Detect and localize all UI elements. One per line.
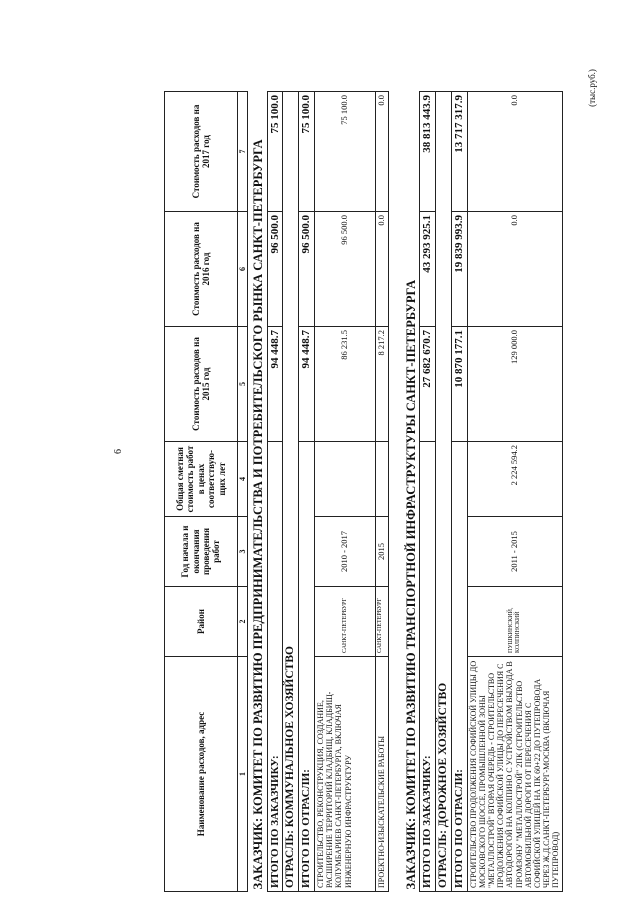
row-2015: 129 000.0 bbox=[467, 327, 562, 442]
row-2015: 8 217.2 bbox=[376, 327, 389, 442]
row-2016: 96 500.0 bbox=[315, 212, 376, 327]
row-district: САНКТ-ПЕТЕРБУРГ bbox=[376, 587, 389, 657]
customer-title: ЗАКАЗЧИК: КОМИТЕТ ПО РАЗВИТИЮ ТРАНСПОРТНОЙ ИНФРАСТРУКТУРЫ САНКТ-ПЕТЕРБУРГА bbox=[403, 279, 418, 890]
col-number: 5 bbox=[238, 327, 248, 442]
page-number: 6 bbox=[113, 449, 124, 454]
col-number: 6 bbox=[238, 212, 248, 327]
total-2016: 43 293 925.1 bbox=[420, 212, 436, 327]
branch-heading bbox=[283, 92, 299, 892]
table-row bbox=[467, 92, 562, 892]
row-name: СТРОИТЕЛЬСТВО, РЕКОНСТРУКЦИЯ, СОЗДАНИЕ, РАСШИРЕНИЕ ТЕРРИТОРИЙ КЛАДБИЩ, КЛАДБИЩ-КОЛУМБАРИЕВ САНКТ-ПЕТЕРБУРГА, ВКЛЮЧАЯ ИНЖЕНЕРНУЮ ИНФРАСТРУКТУРУ bbox=[315, 657, 376, 892]
row-2016: 0.0 bbox=[376, 212, 389, 327]
row-name: СТРОИТЕЛЬСТВО ПРОДОЛЖЕНИЯ СОФИЙСКОЙ УЛИЦЫ ДО МОСКОВСКОГО ШОССЕ, ПРОМЫШЛЕННОЙ ЗОНЫ "МЕТАЛЛОСТРОЙ" ВТОРАЯ ОЧЕРЕДЬ - СТРОИТЕЛЬСТВО ПРОДОЛЖЕНИЯ СОФИЙСКОЙ УЛИЦЫ ДО ПЕРЕСЕЧЕНИЯ С АВТОДОРОГОЙ НА КОЛПИНО С УСТРОЙСТВОМ ВЫХОДА В ПРОМЗОНУ "МЕТАЛЛОСТРОЙ" 2ПК (СТРОИТЕЛЬСТВО АВТОМОБИЛЬНОЙ ДОРОГИ ОТ ПЕРЕСЕЧЕНИЯ С СОФИЙСКОЙ УЛИЦЕЙ НА ПК 60+22 ДО ПУТЕПРОВОДА ЧЕРЕЗ Ж.Д.САНКТ-ПЕТЕРБУРГ-МОСКВА (ВКЛЮЧАЯ ПУТЕПРОВОД) bbox=[467, 657, 562, 892]
total-label: ИТОГО ПО ЗАКАЗЧИКУ: bbox=[420, 442, 436, 892]
branch-heading bbox=[435, 92, 451, 892]
customer-total-row bbox=[420, 92, 436, 892]
branch-total-2017: 75 100.0 bbox=[299, 92, 315, 212]
total-2017: 38 813 443.9 bbox=[420, 92, 436, 212]
col-number: 3 bbox=[238, 517, 248, 587]
col-number: 4 bbox=[238, 442, 248, 517]
spacer-cell bbox=[388, 92, 401, 892]
total-2016: 96 500.0 bbox=[267, 212, 283, 327]
row-district: ПУШКИНСКИЙ, КОЛПИНСКИЙ bbox=[467, 587, 562, 657]
row-years: 2011 - 2015 bbox=[467, 517, 562, 587]
branch-total-row bbox=[452, 92, 468, 892]
branch-total-label: ИТОГО ПО ОТРАСЛИ: bbox=[299, 442, 315, 892]
col-number: 2 bbox=[238, 587, 248, 657]
branch-total-2016: 96 500.0 bbox=[299, 212, 315, 327]
customer-heading bbox=[401, 92, 420, 892]
row-2016: 0.0 bbox=[467, 212, 562, 327]
row-estimate bbox=[376, 442, 389, 517]
header-cost-2015: Стоимость расходов на 2015 год bbox=[165, 327, 238, 442]
branch-title: ОТРАСЛЬ: КОММУНАЛЬНОЕ ХОЗЯЙСТВО bbox=[283, 92, 299, 892]
table-row bbox=[315, 92, 376, 892]
col-number: 1 bbox=[238, 657, 248, 892]
row-years: 2010 - 2017 bbox=[315, 517, 376, 587]
branch-total-label: ИТОГО ПО ОТРАСЛИ: bbox=[452, 442, 468, 892]
row-estimate bbox=[315, 442, 376, 517]
branch-total-row bbox=[299, 92, 315, 892]
header-row bbox=[165, 92, 238, 892]
row-district: САНКТ-ПЕТЕРБУРГ bbox=[315, 587, 376, 657]
header-name: Наименование расходов, адрес bbox=[165, 657, 238, 892]
branch-total-2017: 13 717 317.9 bbox=[452, 92, 468, 212]
row-2015: 86 231.5 bbox=[315, 327, 376, 442]
budget-table-sheet bbox=[164, 92, 624, 892]
row-years: 2015 bbox=[376, 517, 389, 587]
row-estimate: 2 224 594.2 bbox=[467, 442, 562, 517]
row-name: ПРОЕКТНО-ИЗЫСКАТЕЛЬСКИЕ РАБОТЫ bbox=[376, 657, 389, 892]
branch-title: ОТРАСЛЬ: ДОРОЖНОЕ ХОЗЯЙСТВО bbox=[435, 92, 451, 892]
total-2015: 27 682 670.7 bbox=[420, 327, 436, 442]
units-label: (тыс.руб.) bbox=[587, 69, 597, 107]
row-2017: 75 100.0 bbox=[315, 92, 376, 212]
branch-total-2015: 94 448.7 bbox=[299, 327, 315, 442]
customer-total-row bbox=[267, 92, 283, 892]
branch-total-2016: 19 839 993.9 bbox=[452, 212, 468, 327]
header-cost-2017: Стоимость расходов на 2017 год bbox=[165, 92, 238, 212]
header-years: Год начала и окончания проведения работ bbox=[165, 517, 238, 587]
section-spacer bbox=[388, 92, 401, 892]
column-number-row bbox=[238, 92, 248, 892]
header-cost-2016: Стоимость расходов на 2016 год bbox=[165, 212, 238, 327]
total-label: ИТОГО ПО ЗАКАЗЧИКУ: bbox=[267, 442, 283, 892]
customer-heading bbox=[248, 92, 267, 892]
table-row bbox=[376, 92, 389, 892]
col-number: 7 bbox=[238, 92, 248, 212]
budget-table bbox=[164, 91, 563, 892]
total-2017: 75 100.0 bbox=[267, 92, 283, 212]
header-district: Район bbox=[165, 587, 238, 657]
customer-title: ЗАКАЗЧИК: КОМИТЕТ ПО РАЗВИТИЮ ПРЕДПРИНИМАТЕЛЬСТВА И ПОТРЕБИТЕЛЬСКОГО РЫНКА САНКТ-ПЕТЕРБУРГА bbox=[251, 139, 266, 890]
header-estimate: Общая сметная стоимость работ в ценах соответствую-щих лет bbox=[165, 442, 238, 517]
row-2017: 0.0 bbox=[467, 92, 562, 212]
branch-total-2015: 10 870 177.1 bbox=[452, 327, 468, 442]
total-2015: 94 448.7 bbox=[267, 327, 283, 442]
row-2017: 0.0 bbox=[376, 92, 389, 212]
